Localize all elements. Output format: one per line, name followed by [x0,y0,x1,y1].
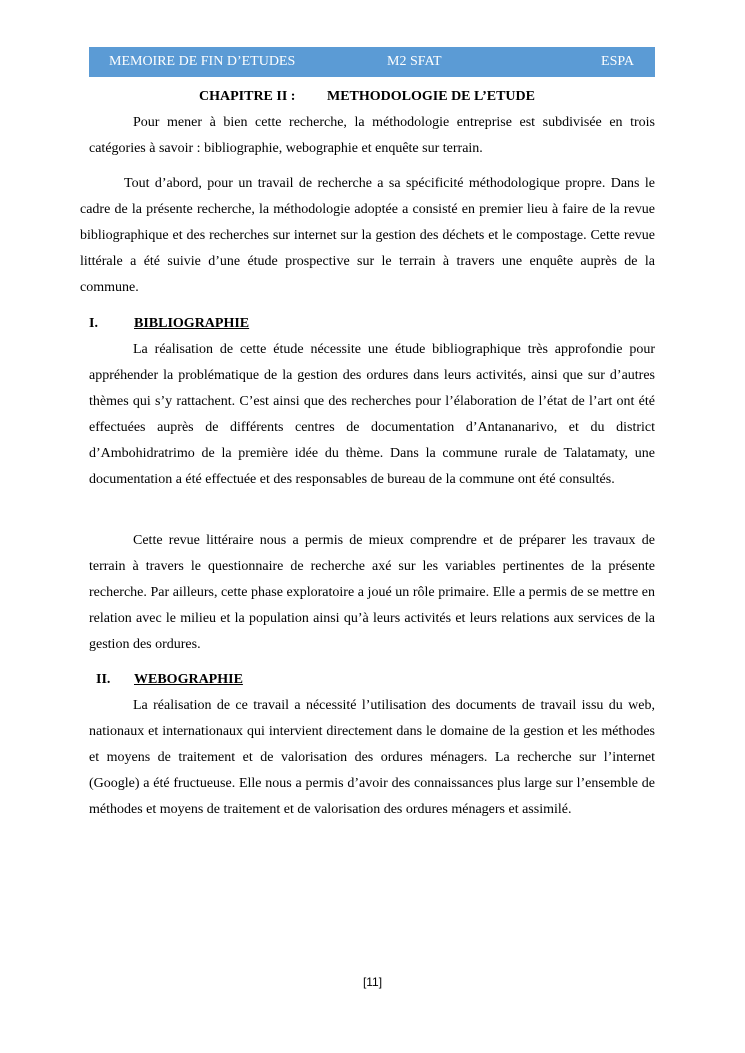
bibliographie-paragraph-1: La réalisation de cette étude nécessite une étude bibliographique très approfondie pour appréhender la problématique de la gestion des ordures dans leurs activités, ainsi que sur d’autres thèmes qui s’y rattachent. C’est ainsi que des recherches pour l’élaboration de l’état de l’art ont été effectuées auprès de différents centres de documentation d’Antananarivo, et du district d’Ambohidratrimo de la première idée du thème. Dans la commune rurale de Talatamaty, une documentation a été effectuée et des responsables de bureau de la commune ont été consultés. [89,342,655,487]
section-title: BIBLIOGRAPHIE [134,316,250,331]
webographie-paragraph-1: La réalisation de ce travail a nécessité l’utilisation des documents de travail issu du web, nationaux et internationaux qui intervient directement dans le domaine de la gestion et les méthodes et moyens de traitement et de valorisation des ordures ménagers. La recherche sur l’internet (Google) a été fructueuse. Elle nous a permis d’avoir des connaissances plus large sur l’ensemble de méthodes et moyens de traitement et de valorisation des ordures ménagers et assimilé. [89,698,655,817]
intro-paragraph-1: Pour mener à bien cette recherche, la méthodologie entreprise est subdivisée en trois catégories à savoir : bibliographie, webographie et enquête sur terrain. [89,115,655,156]
header-school: ESPA [601,54,634,69]
header-program: M2 SFAT [387,54,442,69]
section-title: WEBOGRAPHIE [134,672,243,687]
chapter-heading [199,89,535,105]
bibliographie-paragraph-2: Cette revue littéraire nous a permis de mieux comprendre et de préparer les travaux de terrain à travers le questionnaire de recherche axé sur les variables pertinentes de la présente recherche. Par ailleurs, cette phase exploratoire a joué un rôle primaire. Elle a permis de se mettre en relation avec le milieu et la population ainsi qu’à leurs activités et leurs relations aux services de la gestion des ordures. [89,533,655,652]
intro-paragraph-2: Tout d’abord, pour un travail de recherche a sa spécificité méthodologique propre. Dans le cadre de la présente recherche, la méthodologie adoptée a consisté en premier lieu à faire de la revue bibliographique et des recherches sur internet sur la gestion des déchets et le compostage. Cette revue littérale a été suivie d’une étude prospective sur le terrain à travers une enquête auprès de la commune. [80,176,655,295]
chapter-title: METHODOLOGIE DE L’ETUDE [327,89,535,104]
section-number: I. [89,316,98,331]
running-header [89,47,655,77]
header-document-type: MEMOIRE DE FIN D’ETUDES [109,54,296,69]
page-number: [11] [362,975,383,989]
section-number: II. [96,672,111,687]
chapter-label: CHAPITRE II : [199,89,296,104]
